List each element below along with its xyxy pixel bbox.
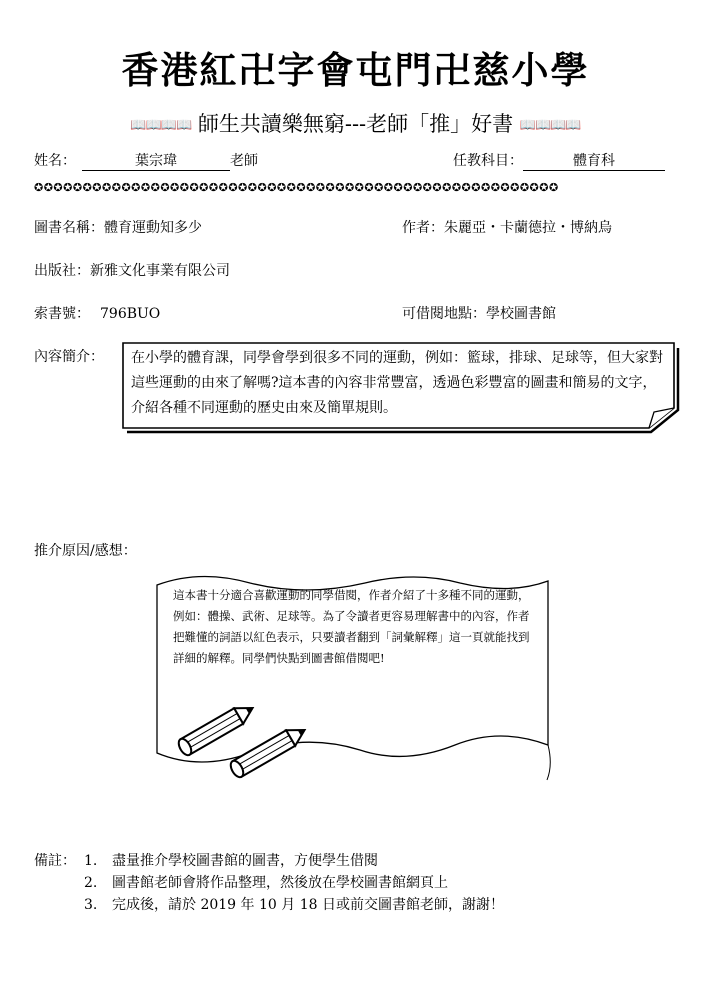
publisher-value: 新雅文化事業有限公司 (90, 263, 230, 279)
subtitle-row (0, 108, 711, 138)
note-number: 2. (84, 875, 98, 891)
note-text: 圖書館老師會將作品整理，然後放在學校圖書館網頁上 (112, 875, 448, 891)
book-icon: 📖📖📖📖 (130, 118, 192, 133)
call-number-value: 796BUO (100, 306, 161, 322)
note-item (34, 850, 504, 872)
location-label: 可借閱地點： (402, 306, 486, 322)
book-title-label: 圖書名稱： (34, 220, 104, 236)
note-number: 1. (84, 853, 98, 869)
author-label: 作者： (402, 220, 444, 236)
teacher-title: 老師 (230, 153, 258, 169)
call-number-field (34, 303, 160, 323)
decorative-divider: ✪✪✪✪✪✪✪✪✪✪✪✪✪✪✪✪✪✪✪✪✪✪✪✪✪✪✪✪✪✪✪✪✪✪✪✪✪✪✪✪✪✪✪✪✪✪✪✪✪✪✪✪✪✪ (34, 181, 559, 194)
summary-label: 內容簡介： (34, 349, 104, 365)
subject-value: 體育科 (523, 150, 665, 171)
publisher-field (34, 260, 230, 280)
publisher-label: 出版社： (34, 263, 90, 279)
summary-text: 在小學的體育課，同學會學到很多不同的運動，例如：籃球，排球、足球等，但大家對這些運動的由來了解嗎?這本書的內容非常豐富，透過色彩豐富的圖畫和簡易的文字，介紹各種不同運動的歷史由來及簡單規則。 (131, 350, 663, 416)
note-item (34, 872, 504, 894)
call-number-label: 索書號： (34, 306, 90, 322)
book-title-value: 體育運動知多少 (104, 220, 202, 236)
note-number: 3. (84, 897, 98, 913)
subject-field (453, 150, 665, 171)
notes-label: 備註： (34, 853, 76, 869)
author-value: 朱麗亞・卡蘭德拉・博納烏 (444, 220, 612, 236)
notes-section (34, 850, 504, 916)
teacher-name-field (34, 150, 258, 171)
name-label: 姓名： (34, 153, 76, 169)
summary-box (121, 340, 676, 428)
name-value: 葉宗瑋 (82, 150, 230, 171)
book-title-field (34, 217, 202, 237)
location-field (402, 303, 556, 323)
note-text: 盡量推介學校圖書館的圖書，方便學生借閱 (112, 853, 378, 869)
note-item (34, 894, 504, 916)
school-name: 香港紅卍字會屯門卍慈小學 (121, 48, 590, 92)
reason-box (155, 575, 555, 785)
note-text: 完成後，請於 2019 年 10 月 18 日或前交圖書館老師，謝謝！ (112, 897, 504, 913)
reason-label: 推介原因/感想： (34, 543, 137, 559)
subject-label: 任教科目： (453, 153, 523, 169)
author-field (402, 217, 612, 237)
reason-text: 這本書十分適合喜歡運動的同學借閱，作者介紹了十多種不同的運動，例如：體操、武術、足球等。為了令讀者更容易理解書中的內容，作者把難懂的詞語以紅色表示，只要讀者翻到「詞彙解釋」這一頁就能找到詳細的解釋。同學們快點到圖書館借閱吧! (173, 588, 530, 665)
book-icon: 📖📖📖📖 (519, 118, 581, 133)
location-value: 學校圖書館 (486, 306, 556, 322)
subtitle: 師生共讀樂無窮---老師「推」好書 (197, 112, 514, 136)
